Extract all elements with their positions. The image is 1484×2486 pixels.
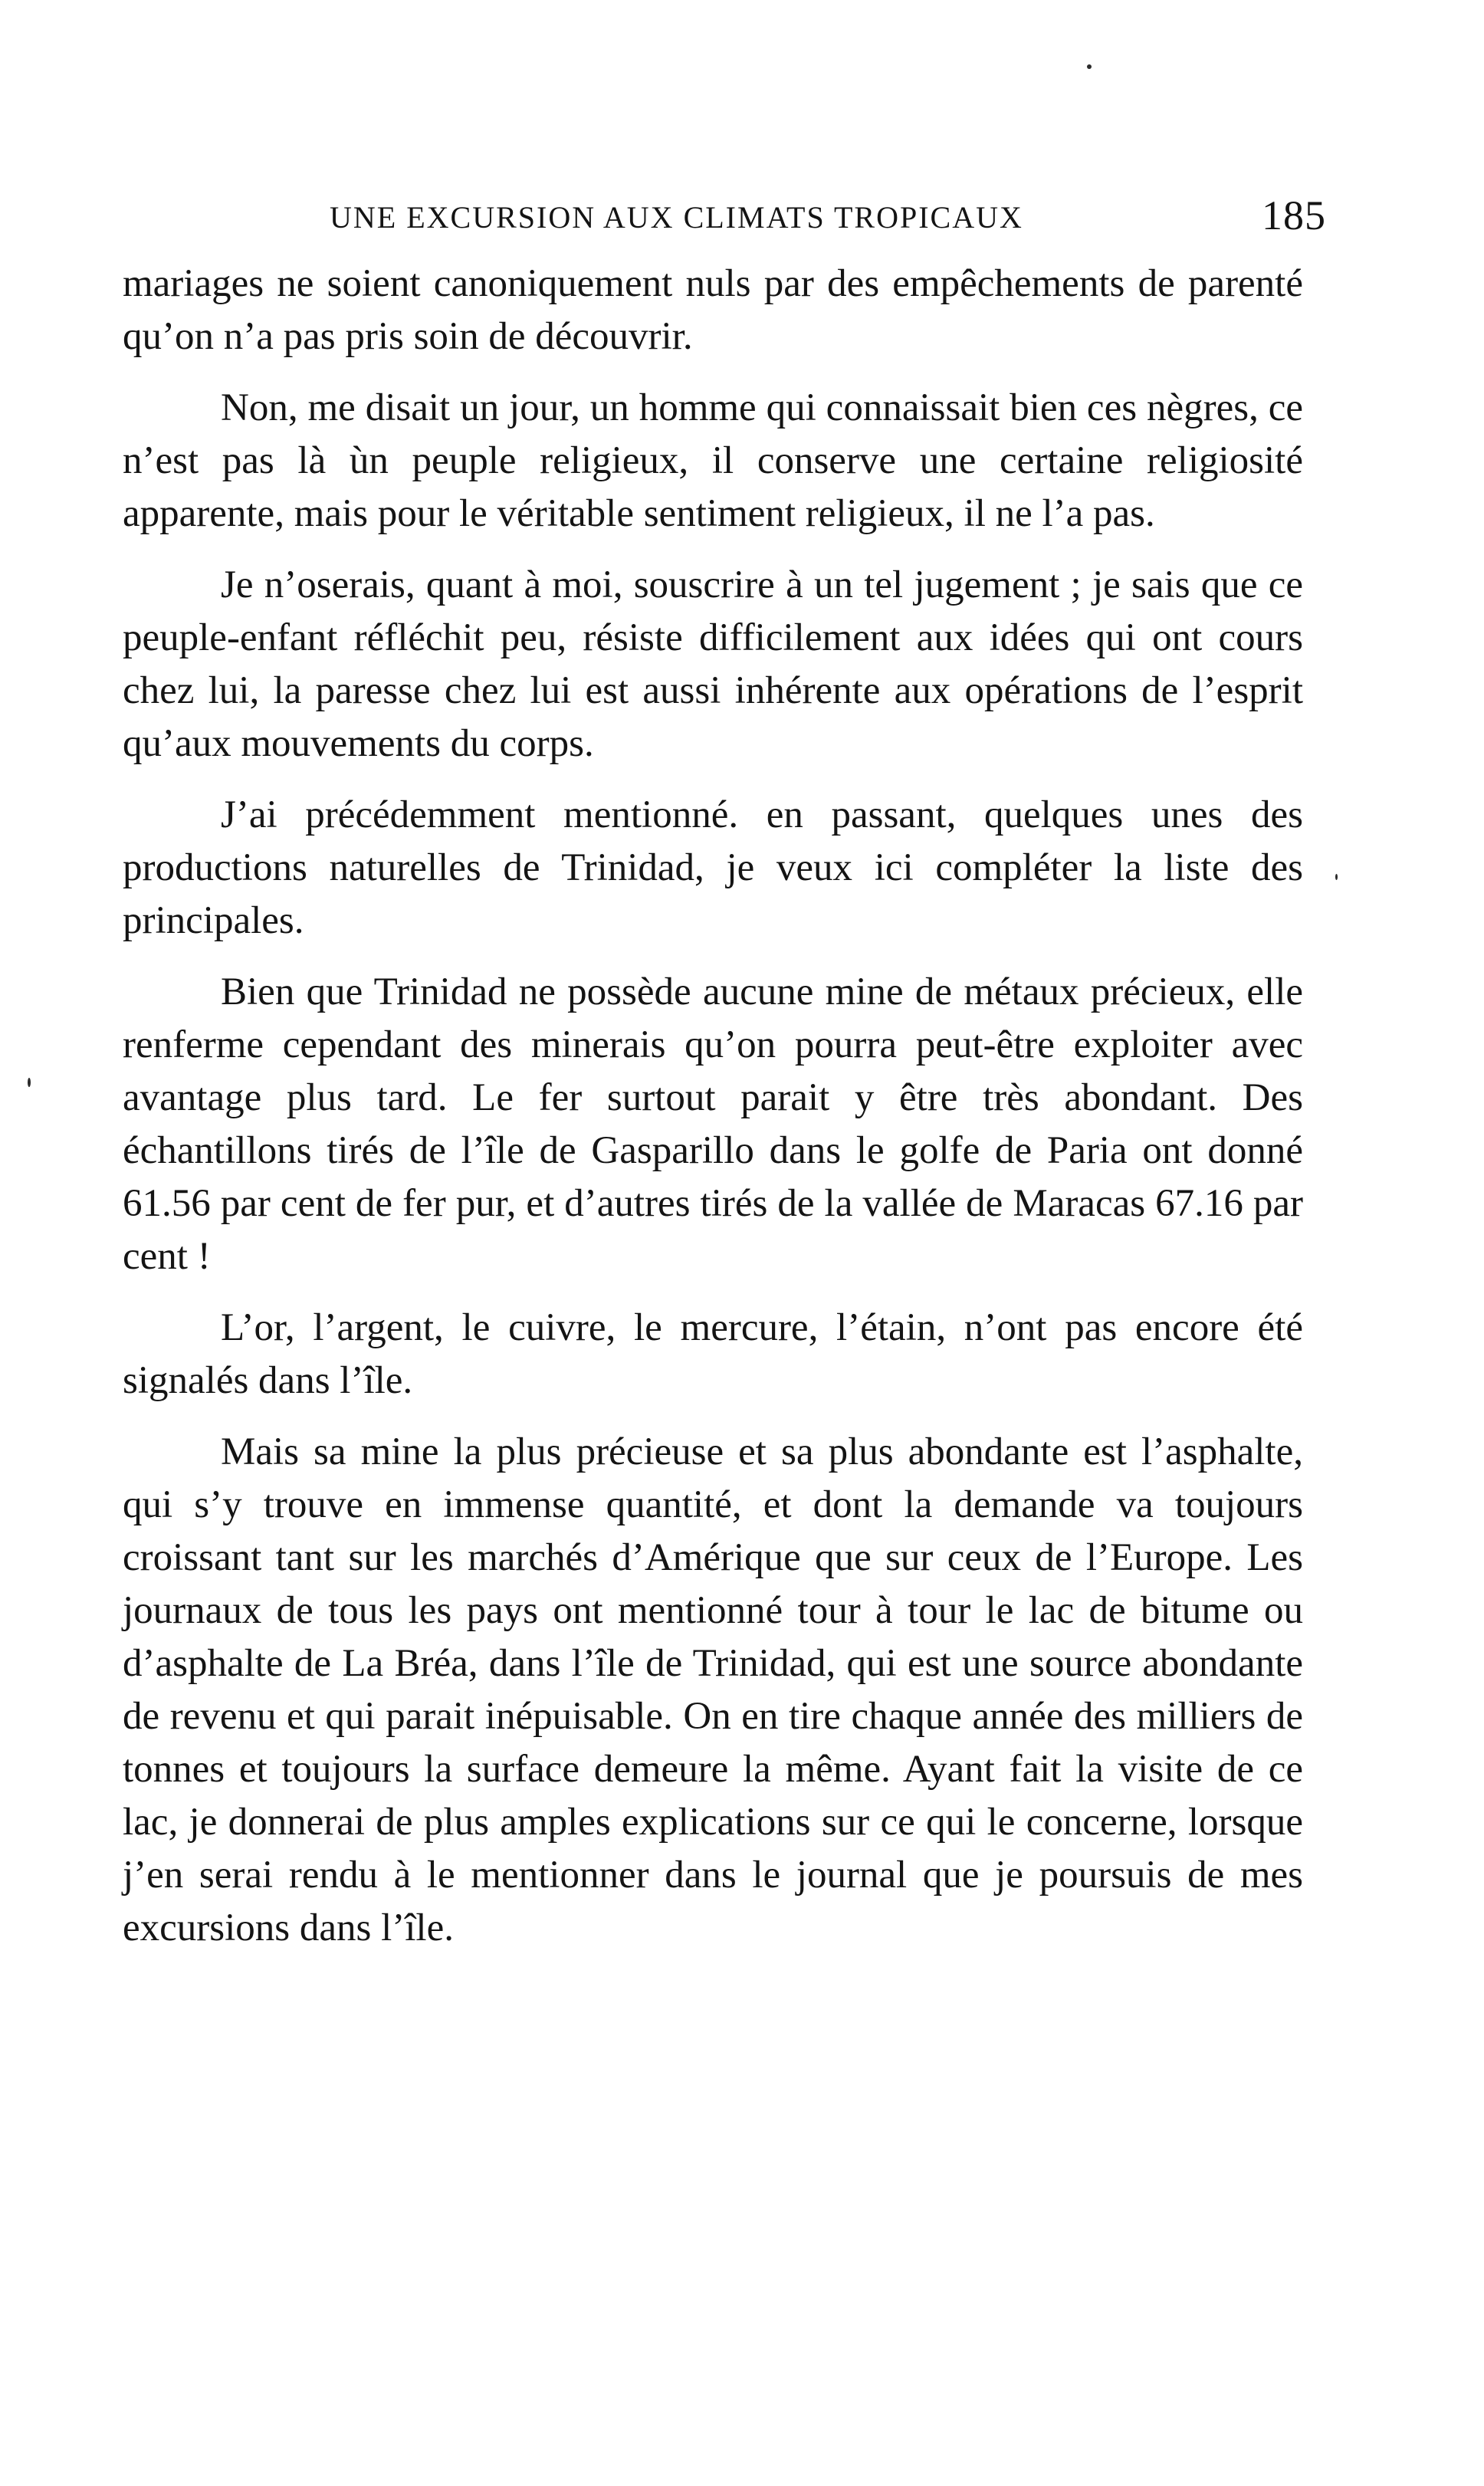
paragraph: L’or, l’argent, le cuivre, le mercure, l’étain, n’ont pas encore été signalés dans l’île. [123,1306,1303,1402]
paragraph: Je n’oserais, quant à moi, souscrire à un tel jugement ; je sais que ce peuple-enfant réfléchit peu, résiste difficilement aux idées qui ont cours chez lui, la paresse chez lui est aussi inhérente aux opérations de l’esprit qu’aux mouvements du corps. [123,563,1303,765]
running-title: UNE EXCURSION AUX CLIMATS TROPICAUX [330,200,1023,235]
print-speck [28,1078,31,1087]
paragraph: Non, me disait un jour, un homme qui connaissait bien ces nègres, ce n’est pas là ùn peuple religieux, il conserve une certaine religiosité apparente, mais pour le véritable sentiment religieux, il ne l’a pas. [123,386,1303,535]
print-speck [1087,64,1092,69]
book-page [123,192,1326,1973]
body-text [123,258,1303,1955]
paragraph: Mais sa mine la plus précieuse et sa plus abondante est l’asphalte, qui s’y trouve en immense quantité, et dont la demande va toujours croissant tant sur les marchés d’Amérique que sur ceux de l’Europe. Les journaux de tous les pays ont mentionné tour à tour le lac de bitume ou d’asphalte de La Bréa, dans l’île de Trinidad, qui est une source abondante de revenu et qui parait inépuisable. On en tire chaque année des milliers de tonnes et toujours la surface demeure la même. Ayant fait la visite de ce lac, je donnerai de plus amples explications sur ce qui le concerne, lorsque j’en serai rendu à le mentionner dans le journal que je poursuis de mes excursions dans l’île. [123,1430,1303,1949]
print-speck [1335,874,1338,880]
paragraph: J’ai précédemment mentionné. en passant, quelques unes des productions naturelles de Trinidad, je veux ici compléter la liste des principales. [123,793,1303,942]
page-number: 185 [1262,192,1326,238]
paragraph: mariages ne soient canoniquement nuls par des empêchements de parenté qu’on n’a pas pris soin de découvrir. [123,262,1303,358]
paragraph: Bien que Trinidad ne possède aucune mine de métaux précieux, elle renferme cependant des minerais qu’on pourra peut-être exploiter avec avantage plus tard. Le fer surtout parait y être très abondant. Des échantillons tirés de l’île de Gasparillo dans le golfe de Paria ont donné 61.56 par cent de fer pur, et d’autres tirés de la vallée de Maracas 67.16 par cent ! [123,970,1303,1278]
running-head [123,192,1326,238]
